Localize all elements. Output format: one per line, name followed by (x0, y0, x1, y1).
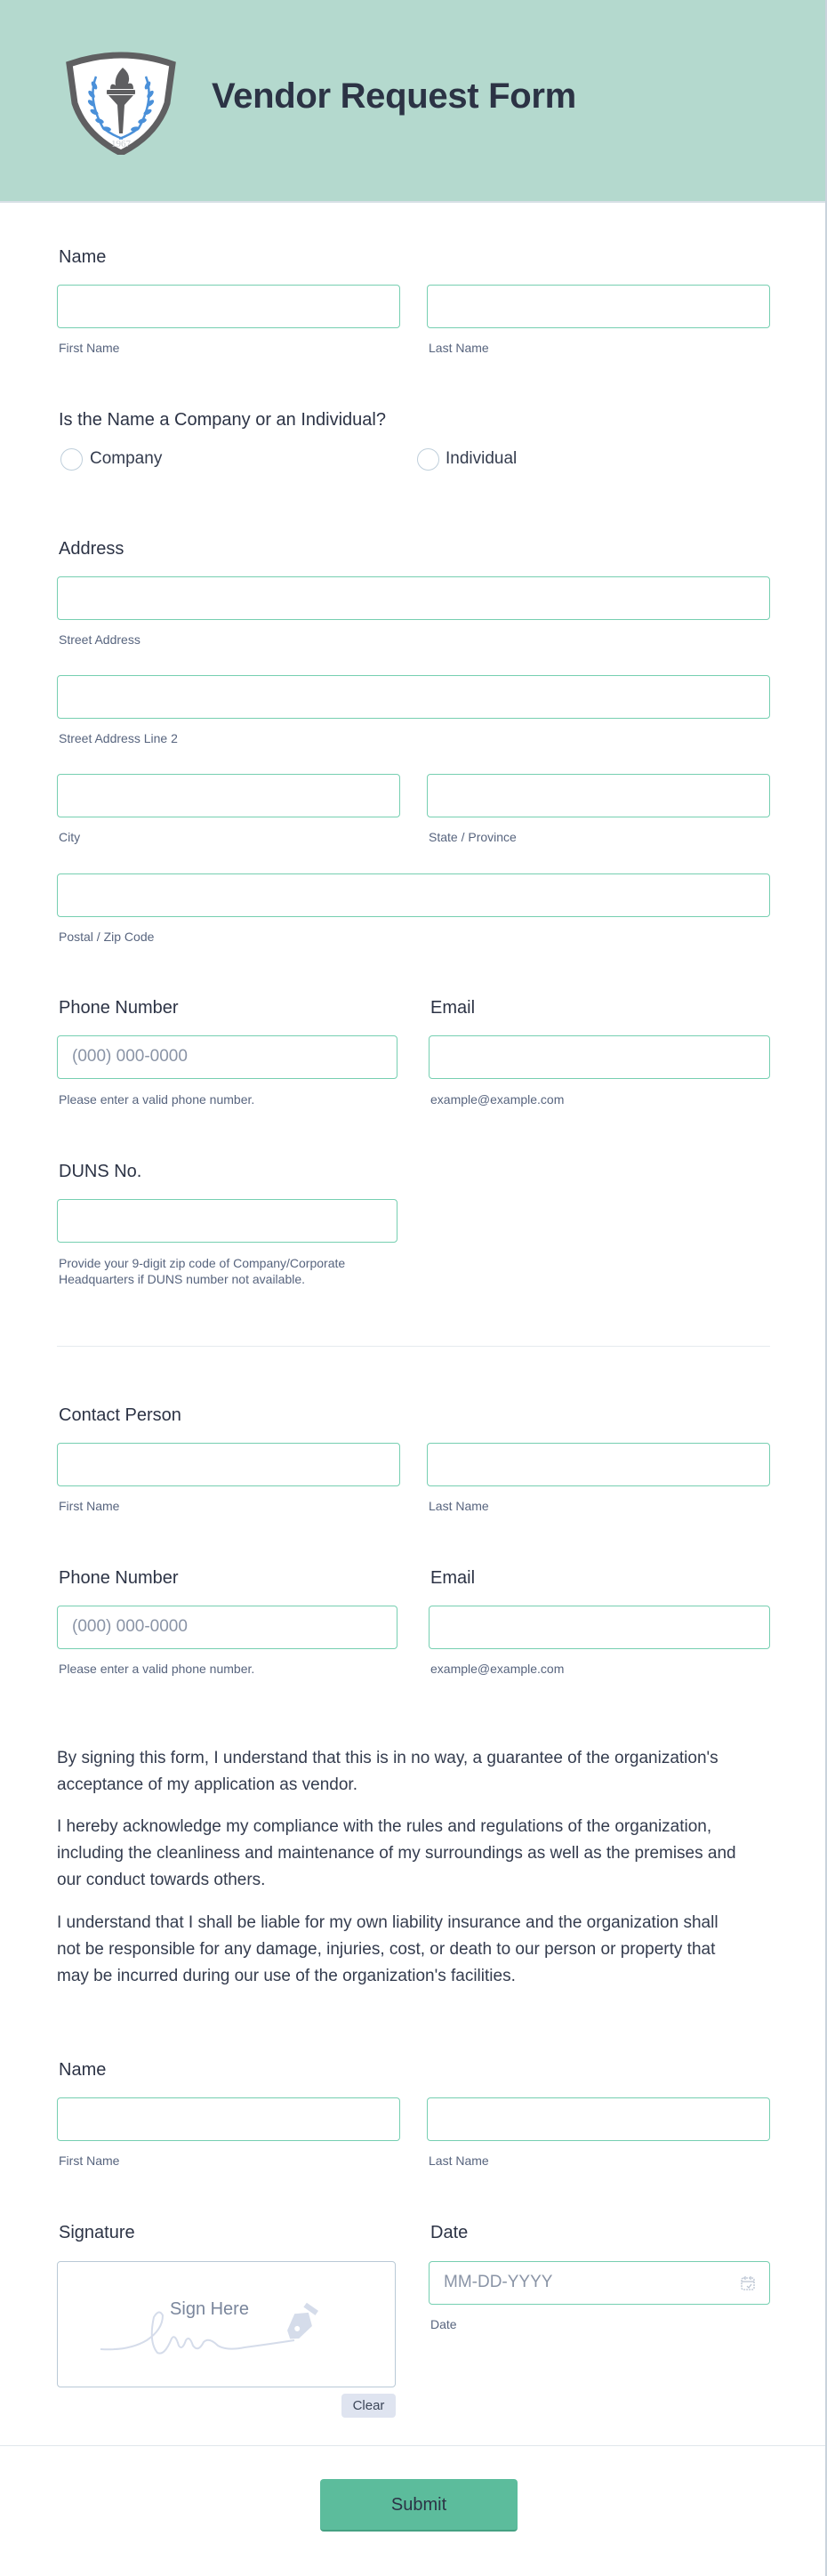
contact-first-name-sublabel: First Name (59, 1499, 120, 1513)
city-input[interactable] (57, 774, 400, 817)
entity-type-label: Is the Name a Company or an Individual? (59, 410, 386, 430)
date-placeholder: MM-DD-YYYY (444, 2273, 553, 2291)
phone-input[interactable] (57, 1035, 397, 1079)
signer-last-name-input[interactable] (427, 2097, 770, 2141)
signer-first-name-sublabel: First Name (59, 2153, 120, 2168)
terms-p3-line3: may be incurred during our use of the organization's facilities. (57, 1967, 516, 1985)
terms-paragraph-1 (57, 1745, 768, 1799)
contact-person-label: Contact Person (59, 1405, 181, 1425)
postal-code-input[interactable] (57, 873, 770, 917)
clear-signature-button[interactable]: Clear (341, 2394, 396, 2418)
terms-p3-line2: not be responsible for any damage, injuries, cost, or death to our person or property that (57, 1940, 716, 1959)
radio-company[interactable] (60, 448, 83, 471)
state-sublabel: State / Province (429, 830, 517, 844)
street-address-input[interactable] (57, 576, 770, 620)
last-name-sublabel: Last Name (429, 341, 489, 355)
street-address-sublabel: Street Address (59, 632, 141, 647)
phone-label: Phone Number (59, 998, 179, 1018)
terms-p3-line1: I understand that I shall be liable for my own liability insurance and the organization shall (57, 1913, 719, 1932)
signer-name-label: Name (59, 2060, 107, 2080)
submit-button[interactable]: Submit (320, 2479, 518, 2532)
email-label: Email (430, 998, 476, 1018)
calendar-icon[interactable] (739, 2274, 757, 2292)
phone-sublabel: Please enter a valid phone number. (59, 1092, 255, 1107)
signature-label: Signature (59, 2223, 135, 2242)
first-name-sublabel: First Name (59, 341, 120, 355)
contact-phone-sublabel: Please enter a valid phone number. (59, 1662, 255, 1676)
footer-divider (0, 2445, 825, 2446)
email-input[interactable] (429, 1035, 770, 1079)
section-divider (57, 1346, 770, 1347)
date-label: Date (430, 2223, 469, 2242)
signer-last-name-sublabel: Last Name (429, 2153, 489, 2168)
radio-individual-label[interactable]: Individual (446, 449, 518, 468)
street-address-line2-sublabel: Street Address Line 2 (59, 731, 178, 745)
state-input[interactable] (427, 774, 770, 817)
radio-company-label[interactable]: Company (90, 449, 163, 468)
torch-crest-logo-icon (64, 46, 178, 155)
phone-placeholder: (000) 000-0000 (72, 1047, 188, 1066)
terms-paragraph-2 (57, 1814, 768, 1894)
first-name-input[interactable] (57, 285, 400, 328)
postal-code-sublabel: Postal / Zip Code (59, 930, 155, 944)
contact-email-label: Email (430, 1568, 476, 1588)
terms-p2-line3: our conduct towards others. (57, 1871, 266, 1889)
svg-text:1967: 1967 (111, 139, 131, 149)
date-input[interactable] (429, 2261, 770, 2305)
duns-sublabel-line1: Provide your 9-digit zip code of Company/Corporate (59, 1256, 346, 1270)
contact-last-name-input[interactable] (427, 1443, 770, 1486)
contact-phone-placeholder: (000) 000-0000 (72, 1617, 188, 1636)
contact-phone-label: Phone Number (59, 1568, 179, 1588)
contact-email-input[interactable] (429, 1606, 770, 1649)
address-label: Address (59, 539, 124, 559)
terms-p1-line1: By signing this form, I understand that this is in no way, a guarantee of the organization's (57, 1749, 719, 1767)
duns-label: DUNS No. (59, 1162, 142, 1181)
sign-here-placeholder: Sign Here (170, 2299, 249, 2319)
terms-p2-line1: I hereby acknowledge my compliance with the rules and regulations of the organization, (57, 1817, 712, 1836)
duns-input[interactable] (57, 1199, 397, 1243)
terms-p2-line2: including the cleanliness and maintenance of my surroundings as well as the premises and (57, 1844, 736, 1863)
contact-last-name-sublabel: Last Name (429, 1499, 489, 1513)
date-sublabel: Date (430, 2317, 457, 2331)
street-address-line2-input[interactable] (57, 675, 770, 719)
duns-sublabel (59, 1255, 345, 1287)
signature-pad[interactable] (57, 2261, 396, 2387)
last-name-input[interactable] (427, 285, 770, 328)
terms-paragraph-3 (57, 1910, 768, 1990)
signer-first-name-input[interactable] (57, 2097, 400, 2141)
terms-p1-line2: acceptance of my application as vendor. (57, 1775, 357, 1794)
contact-phone-input[interactable] (57, 1606, 397, 1649)
contact-first-name-input[interactable] (57, 1443, 400, 1486)
form-title: Vendor Request Form (212, 76, 576, 116)
contact-email-sublabel: example@example.com (430, 1662, 565, 1676)
city-sublabel: City (59, 830, 81, 844)
email-sublabel: example@example.com (430, 1092, 565, 1107)
radio-individual[interactable] (417, 448, 439, 471)
duns-sublabel-line2: Headquarters if DUNS number not available. (59, 1272, 306, 1286)
name-label: Name (59, 247, 107, 267)
form-header (0, 0, 825, 203)
